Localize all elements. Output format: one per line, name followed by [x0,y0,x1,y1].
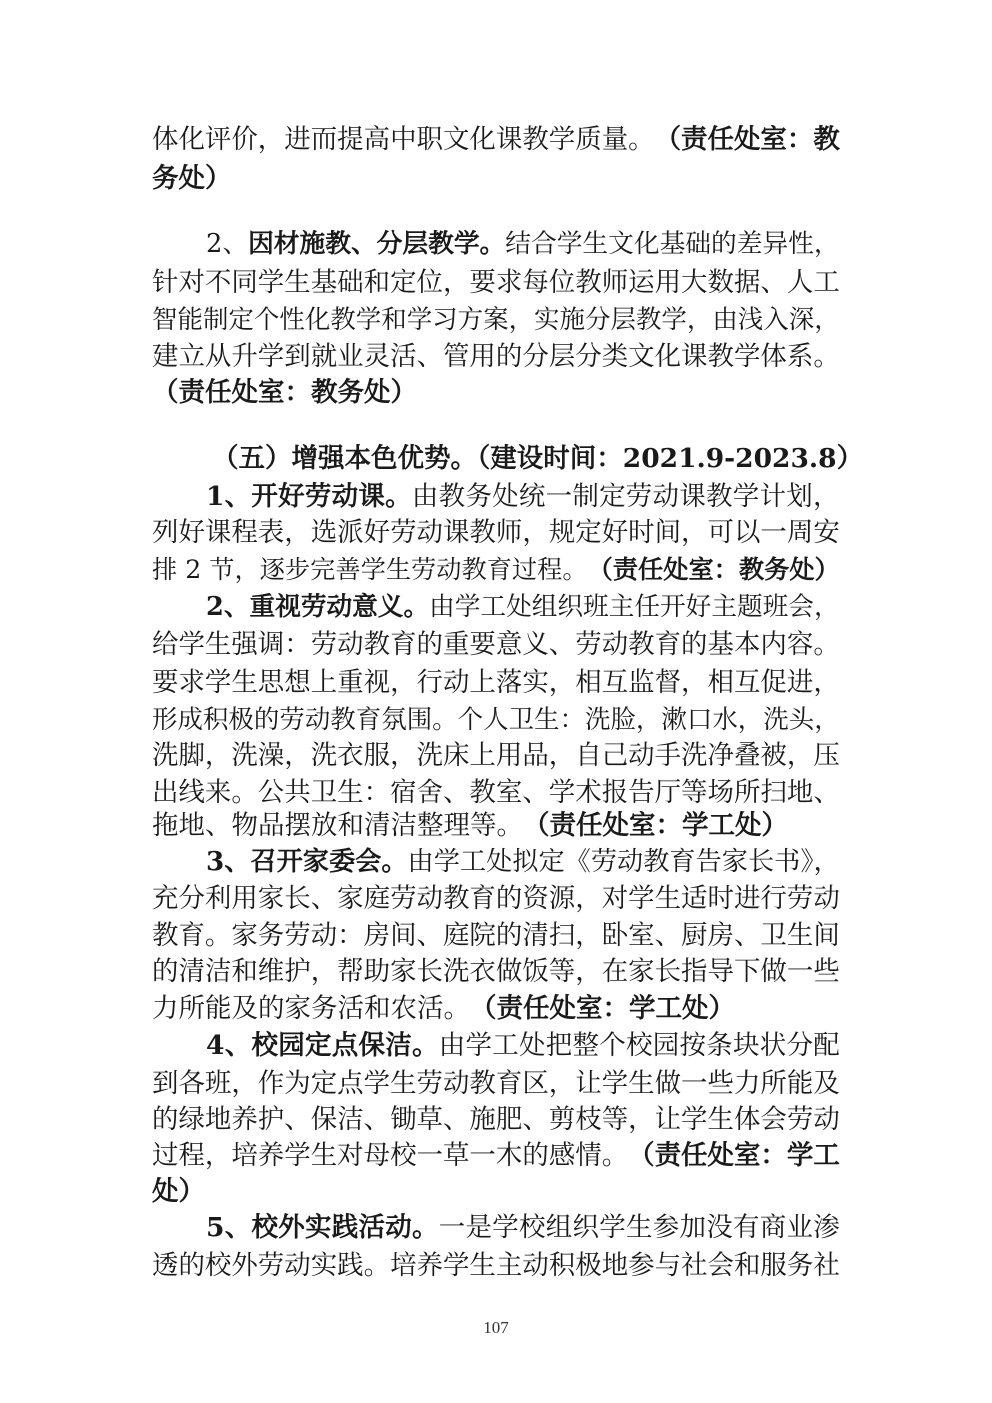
text-segment: 建立从升学到就业灵活、管用的分层分类文化课教学体系。 [152,341,840,372]
text-segment: 力所能及的家务活和农活。 [152,993,470,1024]
text-segment: 的清洁和维护，帮助家长洗衣做饭等，在家长指导下做一些 [152,956,840,987]
text-segment: 由教务处统一制定劳动课教学计划， [411,481,840,512]
text-segment: 由学工处把整个校园按条块状分配 [438,1030,840,1061]
text-segment: 结合学生文化基础的差异性， [505,229,840,259]
text-segment: 充分利用家长、家庭劳动教育的资源，对学生适时进行劳动 [152,883,840,914]
text-segment: 一是学校组织学生参加没有商业渗 [438,1212,840,1243]
bold-text-segment: 1、开好劳动课。 [206,481,412,512]
text-segment: 列好课程表，选派好劳动课教师，规定好时间，可以一周安 [152,517,840,548]
bold-text-segment: 处） [152,1176,205,1207]
text-segment: 过程，培养学生对母校一草一木的感情。 [152,1140,629,1171]
bold-text-segment: （责任处室：教 [654,124,840,155]
bold-text-segment: 5、校外实践活动。 [206,1212,439,1243]
bold-text-segment: （责任处室：学工处） [523,810,788,841]
line-text [152,370,417,416]
bold-text-segment: （责任处室：教务处） [152,377,417,408]
text-segment: 教育。家务劳动：房间、庭院的清扫，卧室、厨房、卫生间 [152,920,840,951]
text-segment: 针对不同学生基础和定位，要求每位教师运用大数据、人工 [152,267,840,298]
text-segment: 由学工处组织班主任开好主题班会， [429,592,840,622]
text-segment: 洗脚，洗澡，洗衣服，洗床上用品，自己动手洗净叠被，压 [152,740,840,771]
line-text [152,1169,205,1215]
bold-text-segment: （五）增强本色优势。（建设时间：2021.9-2023.8） [212,443,864,474]
text-segment: 2、 [206,229,249,259]
text-segment: 体化评价，进而提高中职文化课教学质量。 [152,124,655,155]
bold-text-segment: 4、校园定点保洁。 [206,1030,439,1061]
text-segment: 智能制定个性化教学和学习方案，实施分层教学，由浅入深， [152,305,840,335]
text-segment: 要求学生思想上重视，行动上落实，相互监督，相互促进， [152,667,840,698]
bold-text-segment: 因材施教、分层教学。 [248,229,506,259]
text-line [152,1243,840,1289]
text-segment: 到各班，作为定点学生劳动教育区，让学生做一些力所能及 [152,1068,840,1099]
bold-text-segment: 务处） [152,163,232,194]
text-segment: 拖地、物品摆放和清洁整理等。 [152,810,523,841]
bold-text-segment: 2、重视劳动意义。 [206,592,430,622]
text-segment: 给学生强调：劳动教育的重要意义、劳动教育的基本内容。 [152,629,840,660]
text-segment: 透的校外劳动实践。培养学生主动积极地参与社会和服务社 [152,1250,840,1281]
bold-text-segment: （责任处室：教务处） [587,554,840,584]
text-segment: 排 2 节，逐步完善学生劳动教育过程。 [152,555,588,584]
text-line [152,370,840,416]
text-segment: 形成积极的劳动教育氛围。个人卫生：洗脸，漱口水，洗头， [152,705,840,735]
bold-text-segment: （责任处室：学工 [628,1140,840,1171]
text-segment: 的绿地养护、保洁、锄草、施肥、剪枝等，让学生体会劳动 [152,1104,840,1135]
text-segment: 由学工处拟定《劳动教育告家长书》， [407,847,840,877]
bold-text-segment: 3、召开家委会。 [206,846,408,877]
line-text [152,156,232,202]
text-line [152,156,840,202]
bold-text-segment: （责任处室：学工处） [470,993,735,1024]
text-segment: 出线来。公共卫生：宿舍、教室、学术报告厅等场所扫地、 [152,777,840,808]
page-number: 107 [483,1318,509,1337]
line-text [152,1243,840,1289]
